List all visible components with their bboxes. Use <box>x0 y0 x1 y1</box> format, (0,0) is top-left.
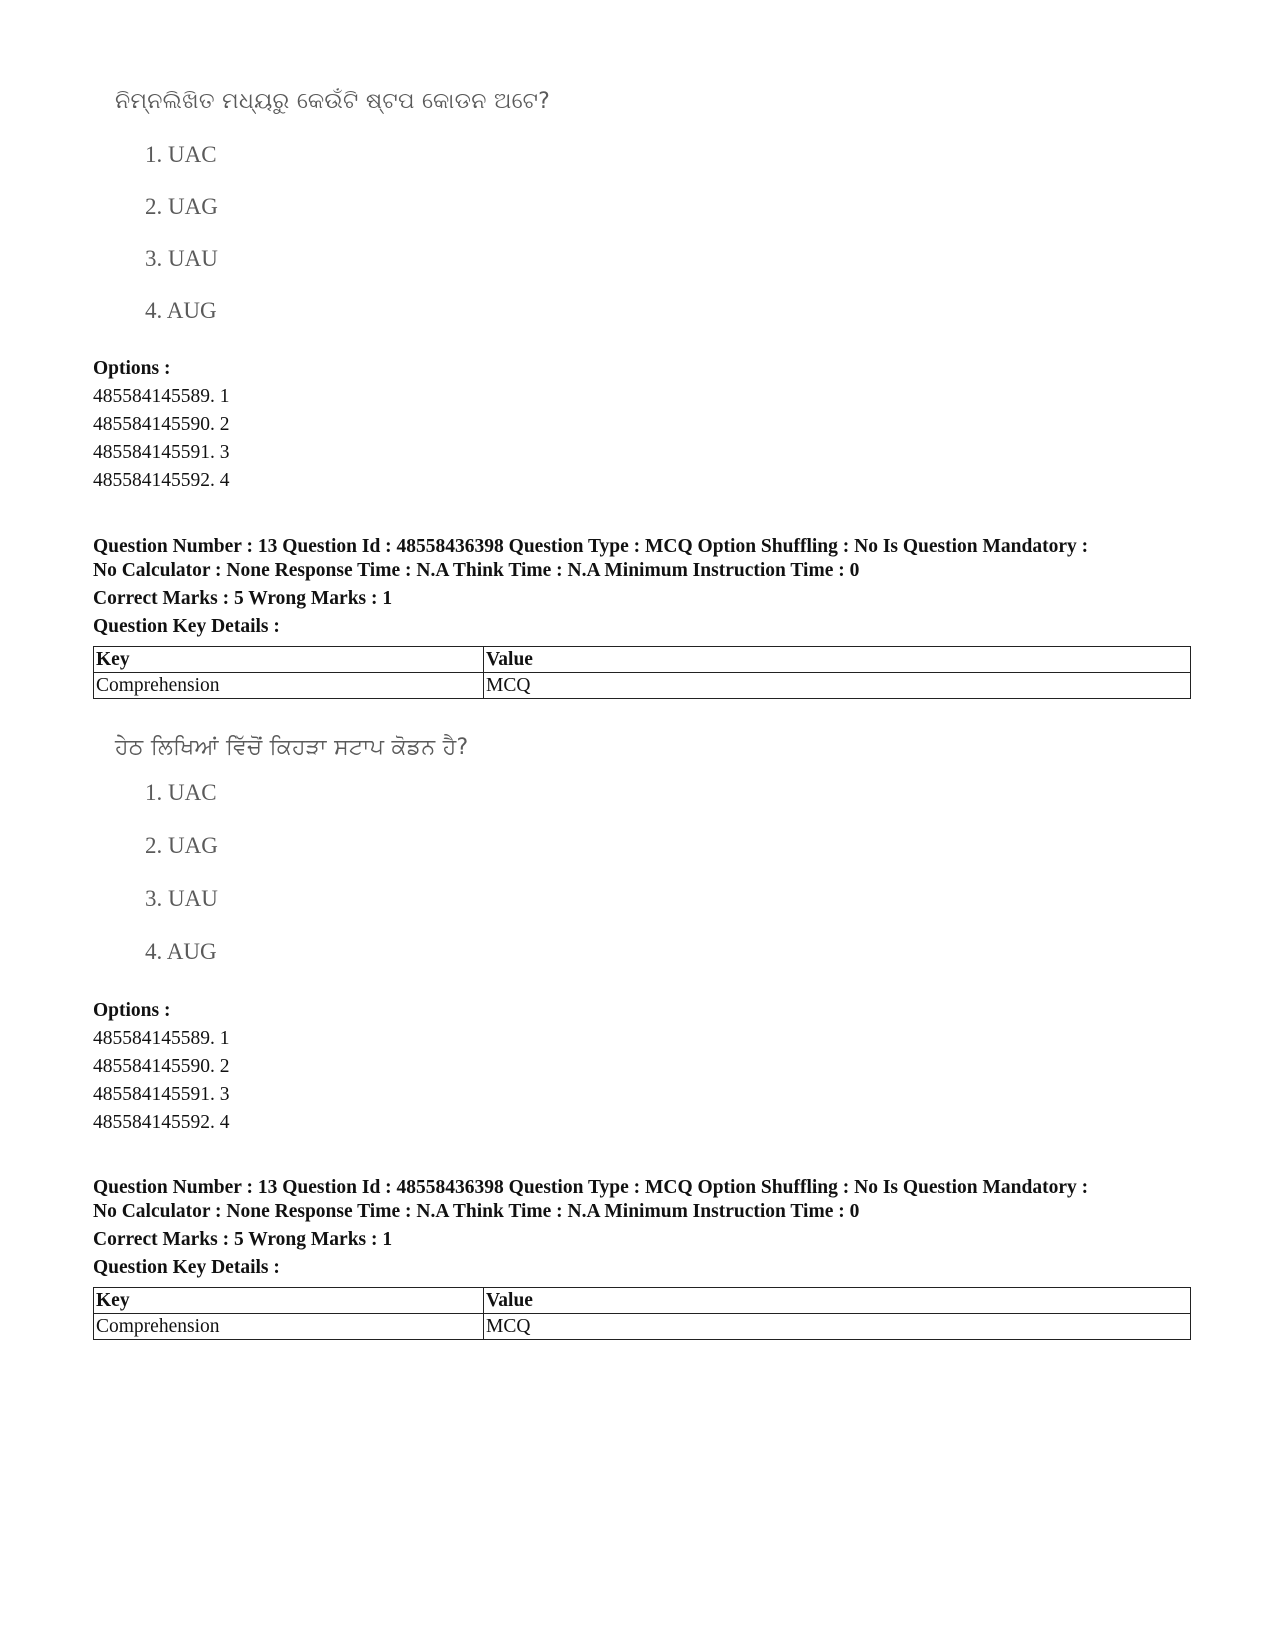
option-item: 485584145590. 2 <box>93 1056 230 1077</box>
question-option: 3. UAU <box>145 246 218 271</box>
question-text: ਹੇਠ ਲਿਖਿਆਂ ਵਿੱਚੋਂ ਕਿਹੜਾ ਸਟਾਪ ਕੋਡਨ ਹੈ? <box>115 735 469 760</box>
option-item: 485584145589. 1 <box>93 1028 230 1049</box>
options-heading: Options : <box>93 1000 171 1021</box>
table-cell-value: MCQ <box>484 673 1191 699</box>
question-meta-line: Question Number : 13 Question Id : 48558436398 Question Type : MCQ Option Shuffling : No Is Question Mandatory : <box>93 1177 1089 1198</box>
question-option: 4. AUG <box>145 298 217 323</box>
table-header-row <box>94 647 1191 673</box>
question-option: 2. UAG <box>145 833 218 858</box>
table-row <box>94 673 1191 699</box>
marks-line: Correct Marks : 5 Wrong Marks : 1 <box>93 588 393 609</box>
option-item: 485584145592. 4 <box>93 470 230 491</box>
key-details-heading: Question Key Details : <box>93 1257 280 1278</box>
question-image-odia <box>115 82 615 342</box>
question-metadata <box>93 1176 1203 1280</box>
options-heading: Options : <box>93 358 171 379</box>
table-header-key: Key <box>94 647 484 673</box>
table-cell-value: MCQ <box>484 1314 1191 1340</box>
marks-line: Correct Marks : 5 Wrong Marks : 1 <box>93 1229 393 1250</box>
option-item: 485584145591. 3 <box>93 1084 230 1105</box>
question-meta-line: No Calculator : None Response Time : N.A Think Time : N.A Minimum Instruction Time : 0 <box>93 560 860 581</box>
option-item: 485584145590. 2 <box>93 414 230 435</box>
question-text: ନିମ୍ନଲିଖିତ ମଧ୍ୟରୁ କେଉଁଟି ଷ୍ଟପ କୋଡନ ଅଟେ? <box>115 89 551 114</box>
question-image-punjabi <box>115 728 615 978</box>
options-list <box>93 355 230 495</box>
question-option: 2. UAG <box>145 194 218 219</box>
question-option: 3. UAU <box>145 886 218 911</box>
table-cell-key: Comprehension <box>94 1314 484 1340</box>
key-details-heading: Question Key Details : <box>93 616 280 637</box>
question-metadata <box>93 535 1203 639</box>
question-meta-line: Question Number : 13 Question Id : 48558436398 Question Type : MCQ Option Shuffling : No Is Question Mandatory : <box>93 536 1089 557</box>
option-item: 485584145592. 4 <box>93 1112 230 1133</box>
table-cell-key: Comprehension <box>94 673 484 699</box>
table-header-value: Value <box>484 647 1191 673</box>
table-row <box>94 1314 1191 1340</box>
key-value-table <box>93 1287 1191 1340</box>
question-meta-line: No Calculator : None Response Time : N.A Think Time : N.A Minimum Instruction Time : 0 <box>93 1201 860 1222</box>
options-list <box>93 997 230 1137</box>
table-header-key: Key <box>94 1288 484 1314</box>
key-value-table <box>93 646 1191 699</box>
table-header-row <box>94 1288 1191 1314</box>
option-item: 485584145589. 1 <box>93 386 230 407</box>
question-option: 4. AUG <box>145 939 217 964</box>
option-item: 485584145591. 3 <box>93 442 230 463</box>
question-option: 1. UAC <box>145 142 217 167</box>
table-header-value: Value <box>484 1288 1191 1314</box>
question-option: 1. UAC <box>145 780 217 805</box>
